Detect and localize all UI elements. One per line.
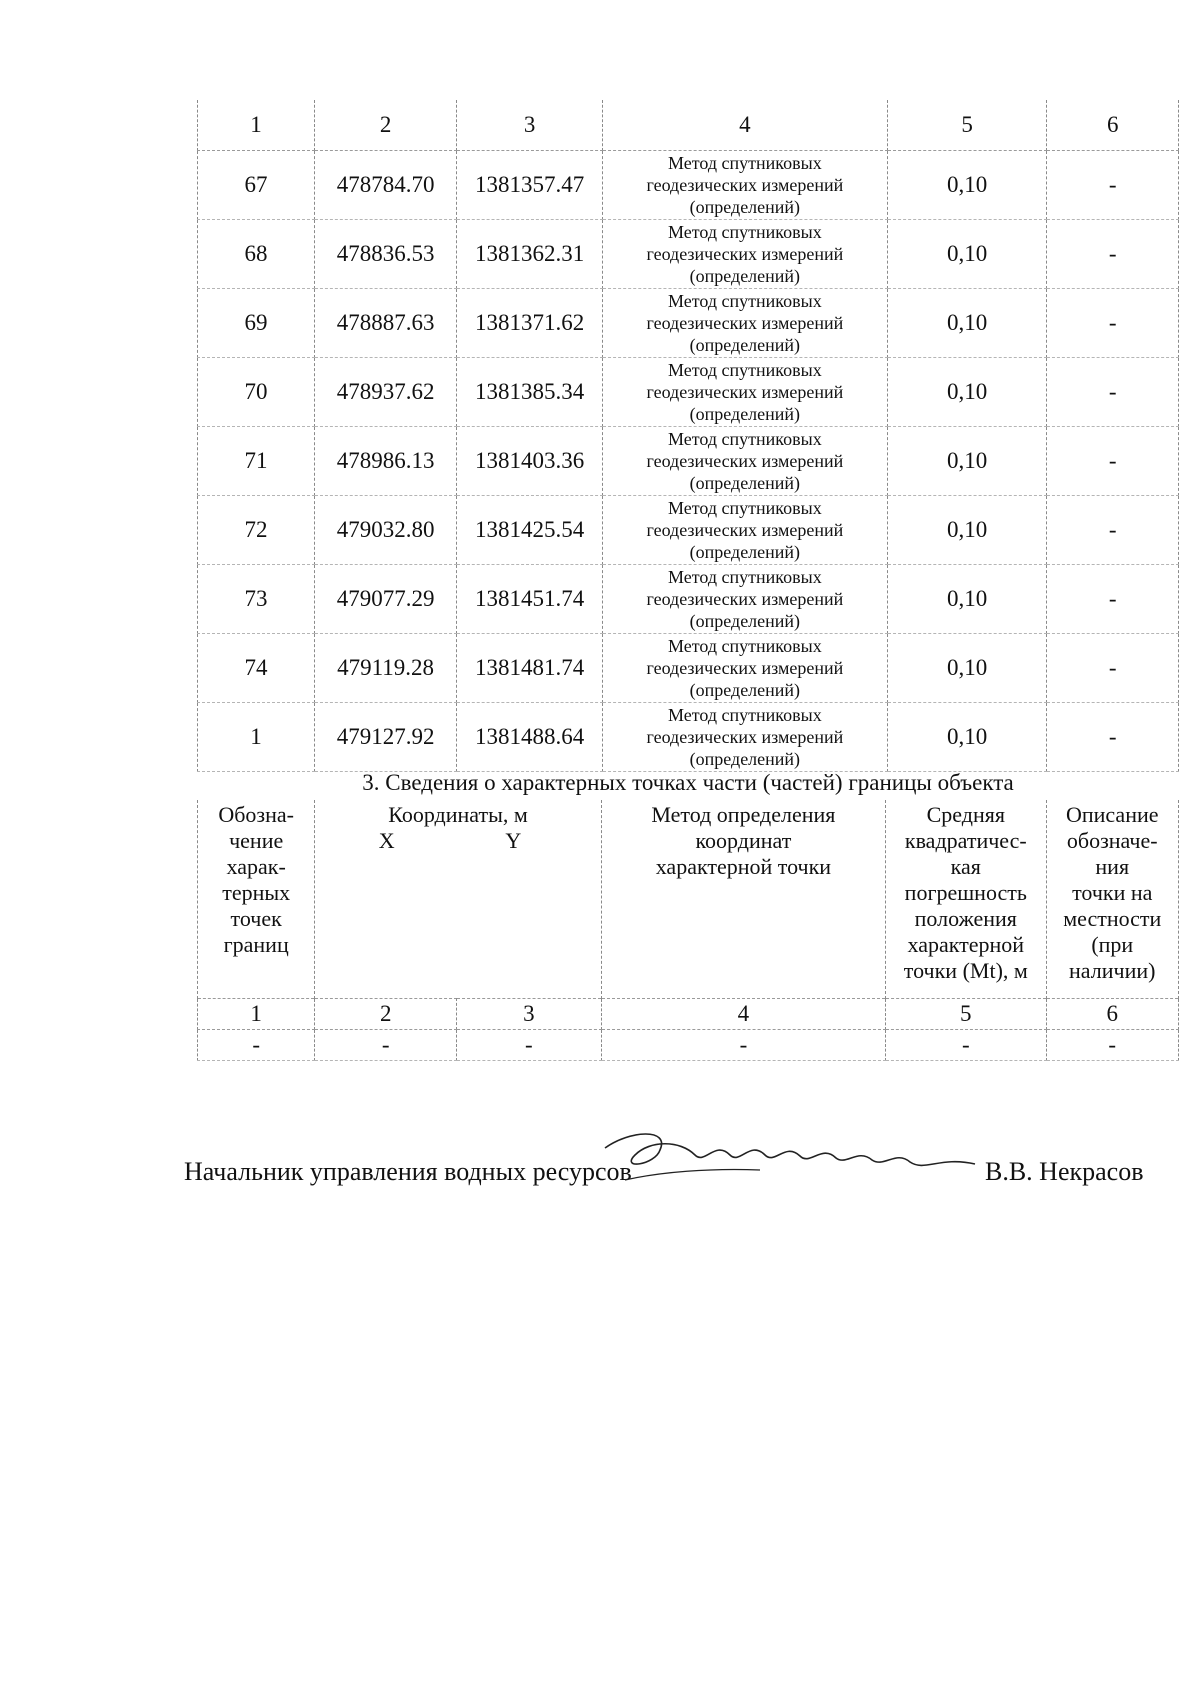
mt-value: 0,10 [887, 220, 1047, 289]
header-y: Y [505, 828, 522, 853]
mt-value: 0,10 [887, 151, 1047, 220]
table-row [198, 496, 1179, 565]
header-xy [315, 828, 600, 854]
column-number: 1 [198, 999, 315, 1030]
point-number: 72 [198, 496, 315, 565]
table-row [198, 358, 1179, 427]
header-line: квадратичес- [904, 828, 1027, 853]
header-line: обозначе- [1066, 828, 1158, 853]
method-cell [602, 496, 887, 565]
method-line: (определений) [689, 749, 801, 769]
method-cell [602, 703, 887, 772]
table-header-row [198, 800, 1179, 999]
coordinate-y: 1381481.74 [457, 634, 603, 703]
description-cell: - [1047, 151, 1179, 220]
mt-value: 0,10 [887, 634, 1047, 703]
table-cell: - [886, 1030, 1046, 1061]
method-line: геодезических измерений [646, 589, 844, 609]
point-number: 74 [198, 634, 315, 703]
header-line: точки (Mt), м [903, 958, 1028, 983]
header-coordinates [315, 800, 601, 999]
header-line: Описание [1065, 802, 1159, 827]
column-number: 3 [457, 100, 603, 151]
method-line: геодезических измерений [646, 244, 844, 264]
point-number: 69 [198, 289, 315, 358]
method-line: Метод спутниковых [668, 498, 822, 518]
column-number: 6 [1046, 999, 1179, 1030]
header-point-designation [198, 800, 315, 999]
header-line: координат [695, 828, 792, 853]
table-cell: - [1046, 1030, 1179, 1061]
header-line: харак- [226, 854, 286, 879]
method-line: (определений) [689, 404, 801, 424]
method-cell [602, 151, 887, 220]
column-number: 2 [315, 999, 457, 1030]
method-cell [602, 565, 887, 634]
column-number-row [198, 999, 1179, 1030]
section-3-title: 3. Сведения о характерных точках части (частей) границы объекта [362, 770, 1014, 795]
description-cell: - [1047, 565, 1179, 634]
description-cell: - [1047, 703, 1179, 772]
header-line: точек [230, 906, 282, 931]
table-row [198, 703, 1179, 772]
method-line: геодезических измерений [646, 727, 844, 747]
method-line: (определений) [689, 266, 801, 286]
method-line: Метод спутниковых [668, 705, 822, 725]
header-text [602, 802, 885, 880]
header-line: точки на [1072, 880, 1153, 905]
method-line: Метод спутниковых [668, 222, 822, 242]
column-number-row [198, 100, 1179, 151]
method-line: геодезических измерений [646, 382, 844, 402]
handwritten-signature [600, 1120, 980, 1190]
header-line: положения [914, 906, 1017, 931]
coordinate-x: 478887.63 [314, 289, 456, 358]
part-boundary-points-table [197, 800, 1179, 1061]
mt-value: 0,10 [887, 565, 1047, 634]
method-line: геодезических измерений [646, 658, 844, 678]
coordinate-x: 478836.53 [314, 220, 456, 289]
table-row [198, 220, 1179, 289]
method-line: Метод спутниковых [668, 360, 822, 380]
mt-value: 0,10 [887, 289, 1047, 358]
column-number: 1 [198, 100, 315, 151]
coordinate-x: 479127.92 [314, 703, 456, 772]
header-method [601, 800, 885, 999]
header-line: Средняя [926, 802, 1005, 827]
table-row [198, 427, 1179, 496]
description-cell: - [1047, 289, 1179, 358]
method-line: Метод спутниковых [668, 636, 822, 656]
method-line: (определений) [689, 197, 801, 217]
table-cell: - [198, 1030, 315, 1061]
header-line: терных [222, 880, 291, 905]
header-line: местности [1063, 906, 1162, 931]
coordinate-x: 479032.80 [314, 496, 456, 565]
point-number: 68 [198, 220, 315, 289]
header-line: ния [1095, 854, 1130, 879]
method-cell [602, 289, 887, 358]
mt-value: 0,10 [887, 358, 1047, 427]
point-number: 73 [198, 565, 315, 634]
description-cell: - [1047, 220, 1179, 289]
signatory-name: В.В. Некрасов [985, 1157, 1144, 1186]
coordinate-y: 1381371.62 [457, 289, 603, 358]
point-number: 67 [198, 151, 315, 220]
table-row [198, 634, 1179, 703]
method-line: геодезических измерений [646, 175, 844, 195]
coordinate-x: 479119.28 [314, 634, 456, 703]
header-coordinates-title: Координаты, м [388, 802, 528, 827]
header-line: (при [1091, 932, 1134, 957]
header-mt [886, 800, 1046, 999]
description-cell: - [1047, 358, 1179, 427]
header-description [1046, 800, 1179, 999]
table-cell: - [457, 1030, 602, 1061]
description-cell: - [1047, 427, 1179, 496]
table-cell: - [601, 1030, 885, 1061]
header-line: характерной [907, 932, 1025, 957]
point-number: 70 [198, 358, 315, 427]
column-number: 2 [314, 100, 456, 151]
signatory-role: Начальник управления водных ресурсов [184, 1157, 632, 1186]
coordinate-y: 1381403.36 [457, 427, 603, 496]
method-line: Метод спутниковых [668, 153, 822, 173]
point-number: 71 [198, 427, 315, 496]
header-line: характерной точки [655, 854, 832, 879]
method-cell [602, 220, 887, 289]
method-line: Метод спутниковых [668, 291, 822, 311]
header-text [1047, 802, 1179, 984]
column-number: 4 [601, 999, 885, 1030]
header-line: погрешность [904, 880, 1027, 905]
column-number: 6 [1047, 100, 1179, 151]
method-cell [602, 634, 887, 703]
method-cell [602, 358, 887, 427]
header-x: X [378, 828, 395, 853]
coordinate-y: 1381362.31 [457, 220, 603, 289]
method-line: Метод спутниковых [668, 429, 822, 449]
coordinate-x: 478937.62 [314, 358, 456, 427]
coordinate-y: 1381385.34 [457, 358, 603, 427]
mt-value: 0,10 [887, 427, 1047, 496]
point-number: 1 [198, 703, 315, 772]
method-line: Метод спутниковых [668, 567, 822, 587]
description-cell: - [1047, 496, 1179, 565]
column-number: 5 [886, 999, 1046, 1030]
column-number: 3 [457, 999, 602, 1030]
description-cell: - [1047, 634, 1179, 703]
coordinate-x: 478986.13 [314, 427, 456, 496]
header-line: Обозна- [218, 802, 294, 827]
method-line: (определений) [689, 542, 801, 562]
method-line: (определений) [689, 680, 801, 700]
empty-data-row [198, 1030, 1179, 1061]
coordinate-y: 1381425.54 [457, 496, 603, 565]
table-row [198, 151, 1179, 220]
mt-value: 0,10 [887, 496, 1047, 565]
method-cell [602, 427, 887, 496]
boundary-points-table-body [198, 100, 1179, 772]
method-line: (определений) [689, 473, 801, 493]
table-cell: - [315, 1030, 457, 1061]
mt-value: 0,10 [887, 703, 1047, 772]
method-line: (определений) [689, 335, 801, 355]
method-line: геодезических измерений [646, 451, 844, 471]
header-line: наличии) [1069, 958, 1156, 983]
coordinate-x: 479077.29 [314, 565, 456, 634]
header-line: Метод определения [651, 802, 836, 827]
coordinate-y: 1381357.47 [457, 151, 603, 220]
header-line: чение [229, 828, 284, 853]
header-line: кая [950, 854, 981, 879]
method-line: (определений) [689, 611, 801, 631]
column-number: 5 [887, 100, 1047, 151]
header-text [886, 802, 1045, 984]
header-text [198, 802, 314, 958]
header-line: границ [223, 932, 289, 957]
coordinate-y: 1381488.64 [457, 703, 603, 772]
table-row [198, 565, 1179, 634]
table-row [198, 289, 1179, 358]
method-line: геодезических измерений [646, 520, 844, 540]
coordinate-x: 478784.70 [314, 151, 456, 220]
column-number: 4 [602, 100, 887, 151]
method-line: геодезических измерений [646, 313, 844, 333]
coordinate-y: 1381451.74 [457, 565, 603, 634]
boundary-points-table [197, 100, 1179, 772]
